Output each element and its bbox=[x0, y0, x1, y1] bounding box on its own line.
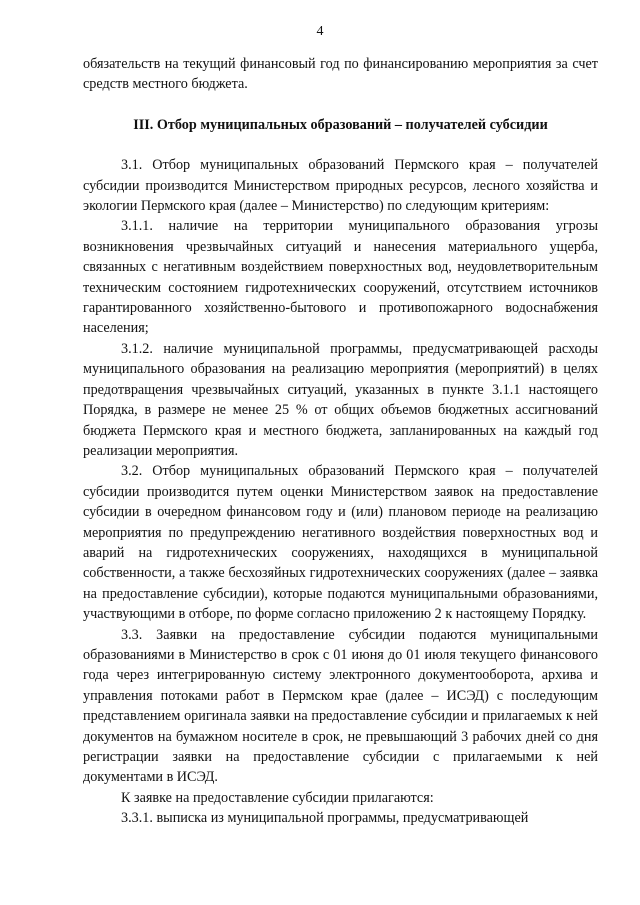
paragraph-3-3-1: 3.3.1. выписка из муниципальной программы, предусматривающей bbox=[121, 810, 529, 827]
paragraph-3-2: 3.2. Отбор муниципальных образований Пермского края – получателей субсидии производится путем оценки Министерством заявок на предоставление субсидии в очередном финансовом году и (или) плановом периоде на реализацию мероприятия по предупреждению негативного воздействия поверхностных вод и аварий на гидротехнических сооружениях, находящихся в муниципальной собственности, а также бесхозяйных гидротехнических сооружениях (далее – заявка на предоставление субсидии), которые подаются муниципальными образованиями, участвующими в отборе, по форме согласно приложению 2 к настоящему Порядку. bbox=[83, 463, 598, 623]
paragraph-3-3: 3.3. Заявки на предоставление субсидии подаются муниципальными образованиями в Министерство в срок с 01 июня до 01 июля текущего финансового года через интегрированную систему электронного документооборота, архива и управления потоками работ в Пермском крае (далее – ИСЭД) с последующим представлением оригинала заявки на предоставление субсидии и прилагаемых к ней документов на бумажном носителе в срок, не превышающий 3 рабочих дней со дня регистрации заявки на предоставление субсидии с прилагаемыми к ней документами в ИСЭД. bbox=[83, 626, 598, 786]
paragraph-3-1-2: 3.1.2. наличие муниципальной программы, предусматривающей расходы муниципального образования на реализацию мероприятия (мероприятий) в целях предотвращения чрезвычайных ситуаций, указанных в пункте 3.1.1 настоящего Порядка, в размере не менее 25 % от общих объемов бюджетных ассигнований бюджета Пермского края и местного бюджета, запланированных на каждый год реализации мероприятия. bbox=[83, 340, 598, 459]
paragraph-3-1: 3.1. Отбор муниципальных образований Пермского края – получателей субсидии производится Министерством природных ресурсов, лесного хозяйства и экологии Пермского края (далее – Министерство) по следующим критериям: bbox=[83, 157, 598, 215]
document-body bbox=[83, 54, 598, 829]
page-number: 4 bbox=[316, 24, 324, 39]
paragraph-continuation: обязательств на текущий финансовый год по финансированию мероприятия за счет средств местного бюджета. bbox=[83, 56, 598, 93]
paragraph-attachments-intro: К заявке на предоставление субсидии прилагаются: bbox=[121, 789, 434, 806]
section-heading: III. Отбор муниципальных образований – получателей субсидии bbox=[133, 116, 548, 133]
paragraph-3-1-1: 3.1.1. наличие на территории муниципального образования угрозы возникновения чрезвычайных ситуаций и нанесения материального ущерба, связанных с негативным воздействием поверхностных вод, неудовлетворительным техническим состоянием гидротехнических сооружений, отсутствием источников гарантированного хозяйственно-бытового и противопожарного водоснабжения населения; bbox=[83, 218, 598, 337]
